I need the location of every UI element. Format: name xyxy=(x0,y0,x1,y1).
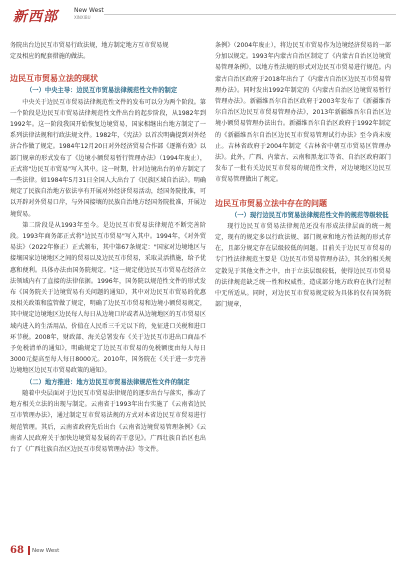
subsection-title-local: （二）地方推进：地方边民互市贸易法律规范性文件的制定 xyxy=(26,378,190,386)
right-column xyxy=(215,40,391,310)
logo-english-subtitle: XINXIBU xyxy=(74,15,91,20)
paragraph-low-level: 现行边民互市贸易法律规范还没有形成法律层面的统一规定，现有的规定多以行政法规、部门规章和地方性法规的形式存在，且部分规定存在层级较低的问题。目前关于边民互市贸易的专门性法律规范主要是《边民互市贸易管理办法》，其余的相关规定散见于其他文件之中，由于立法层级较低，使得边民互市贸易的法律规范缺乏统一性和权威性，造成部分地方政府在执行过程中无所适从。同时，对边民互市贸易规定较为具体的仅有国务院部门规章， xyxy=(215,222,391,309)
magazine-logo: 新西部 xyxy=(13,9,58,25)
intro-line-2: 定及相应的配套措施的做法。 xyxy=(10,53,90,61)
page-number: 68 xyxy=(10,545,24,556)
section-title-status: 边民互市贸易立法的现状 xyxy=(10,74,98,84)
paragraph-right-1: 条例》（2004年废止），将边民互市贸易作为边境经济贸易的一部分加以规定。1993年内蒙古自治区制定了《内蒙古自治区边境贸易管理条例》，以地方性法规的形式对边民互市贸易进行规范。内蒙古自治区政府于2018年出台了《内蒙古自治区边民互市贸易管理办法》。同时发出1992年制定的《内蒙古自治区边境贸易暂行管理办法》。新疆维吾尔自治区政府于2003年发布了《新疆维吾尔自治区边民互市贸易管理办法》，2013年新疆维吾尔自治区边境小额贸易管理办法出台。新疆维吾尔自治区政府于1992年制定的《新疆维吾尔自治区边民互市贸易管理试行办法》至今尚未废止。吉林省政府于2004年制定《吉林省中朝互市贸易区管理办法》。此外，广西、内蒙古、云南和黑龙江等省、自治区政府部门发布了一批有关边民互市贸易的规范性文件，对边境地区边民互市贸易管理做出了规定。 xyxy=(215,42,391,184)
logo-english-title: New West xyxy=(74,7,104,14)
subsection-title-low-level: （一）现行边民互市贸易法律规范性文件的规范等级较低 xyxy=(231,211,389,219)
paragraph-central-2: 第二阶段是从1993年至今。是边民互市贸易法律规范不断完善阶段。1993年商务部正式将"边民互市贸易"写入其中。1994年，《对外贸易法》（2022年修正）正式颁布，其中第67条规定："国家对边境地区与接壤国家边境地区之间的贸易以及边民互市贸易，采取灵活措施，给予优惠和便利。具体办法由国务院规定。"这一规定使边民互市贸易在经济立法领域内有了直接的法律依据。1996年，国务院以规范性文件的形式发布《国务院关于边境贸易有关问题的通知》，其中对边民互市贸易的优惠及相关政策和监管做了规定，明确了边民互市贸易和边境小额贸易规定，其中规定边境地区边民每人每日从边境口岸或者从边境地区的互市贸易区域内进入的生活用品，价值在人民币三千元以下的，免征进口关税和进口环节税。2008年，财政部、海关总署发布《关于边民互市进出口商品不予免税清单的通知》，明确规定了边民互市贸易的免税额度由每人每日3000元提高至每人每日8000元。2010年，国务院在《关于进一步完善边境地区边民互市贸易政策的通知》。 xyxy=(10,221,206,375)
header-divider xyxy=(104,14,396,15)
subsection-title-central: （一）中央主导：边民互市贸易法律规范性文件的制定 xyxy=(26,87,178,95)
footer-publication: New West xyxy=(32,548,60,554)
magazine-logo-english xyxy=(74,7,104,21)
paragraph-local: 随着中央层面对于边民互市贸易法律规范的逐步出台与落实，推动了地方相关立法的出现与制定。云南省于1993年出台实施了《云南省边民互市管理办法》，通过制定互市贸易法规的方式对本省边民互市贸易进行规范管理。其后，云南省政府先后出台《云南省边境贸易管理条例》《云南省人民政府关于加快边境贸易发展的若干意见》。广西壮族自治区也出台了《广西壮族自治区边民互市贸易管理办法》等文件。 xyxy=(10,389,206,453)
paragraph-central-1: 中央关于边民互市贸易法律规范性文件的发布可以分为两个阶段。第一个阶段是边民互市贸易法律规范性文件出台的起步阶段，从1982年到1992年。这一阶段我国开始恢复边境贸易，国家相继出台地方制定了一系列法律法规和行政法规文件。1982年，《宪法》以首次明确提到对外经济合作做了规定。1984年12月20日对外经济贸易合作部《逐渐有效》以部门规章的形式发布了《边境小额贸易暂行管理办法》（1994年废止），正式将"边民互市贸易"写入其中。这一时期，针对边境出台的单方制定了一些法律。如1984年5月31日全国人大出台了《民族区域自治法》。明确规定了民族自治地方依法享有开展对外经济贸易活动，经国务院批准，可以开辟对外贸易口岸，与外国接壤的民族自治地方经国务院批准，开展边境贸易。 xyxy=(10,98,206,218)
section-title-problems: 边民互市贸易立法中存在的问题 xyxy=(215,198,327,208)
footer-divider xyxy=(28,546,30,555)
intro-line-1: 务院出台边民互市贸易行政法规，地方制定地方互市贸易规 xyxy=(10,42,169,49)
left-column xyxy=(10,40,206,455)
page-header xyxy=(0,0,402,24)
